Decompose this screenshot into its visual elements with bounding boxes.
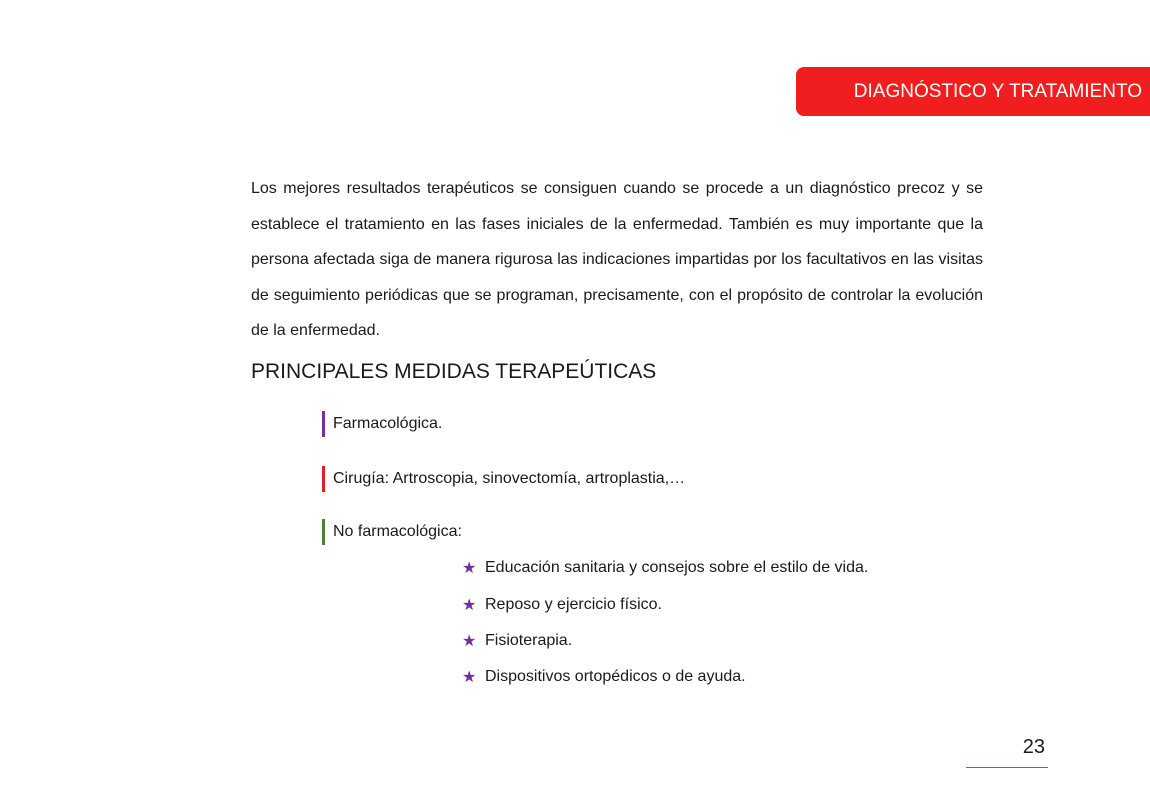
measure-label: Farmacológica. [333, 415, 443, 432]
list-item [462, 593, 662, 617]
measure-marker-bar [322, 466, 325, 492]
measure-item-cirugia [322, 466, 685, 492]
section-header-tab [796, 67, 1150, 116]
measure-label: No farmacológica: [333, 523, 462, 540]
measure-marker-bar [322, 411, 325, 437]
section-header-label: DIAGNÓSTICO Y TRATAMIENTO [853, 80, 1142, 102]
star-icon: ★ [462, 597, 477, 614]
page-number-underline [966, 767, 1048, 768]
measure-item-farmacologica [322, 411, 442, 437]
star-icon: ★ [462, 560, 477, 577]
section-title: PRINCIPALES MEDIDAS TERAPEÚTICAS [251, 360, 657, 383]
measure-marker-bar [322, 519, 325, 545]
list-item [462, 665, 746, 689]
list-item-label: Reposo y ejercicio físico. [485, 596, 662, 613]
star-icon: ★ [462, 669, 477, 686]
measure-label: Cirugía: Artroscopia, sinovectomía, artroplastia,… [333, 470, 686, 487]
page-number: 23 [1022, 736, 1045, 758]
list-item [462, 556, 868, 580]
list-item-label: Fisioterapia. [485, 632, 573, 649]
star-icon: ★ [462, 633, 477, 650]
measure-item-no-farmacologica [322, 519, 462, 545]
list-item-label: Educación sanitaria y consejos sobre el estilo de vida. [485, 559, 869, 576]
list-item-label: Dispositivos ortopédicos o de ayuda. [485, 668, 746, 685]
intro-paragraph: Los mejores resultados terapéuticos se consiguen cuando se procede a un diagnóstico precoz y se establece el tratamiento en las fases iniciales de la enfermedad. También es muy importante que la persona afectada siga de manera rigurosa las indicaciones impartidas por los facultativos en las visitas de seguimiento periódicas que se programan, precisamente, con el propósito de controlar la evolución de la enfermedad. [251, 180, 983, 339]
list-item [462, 629, 572, 653]
